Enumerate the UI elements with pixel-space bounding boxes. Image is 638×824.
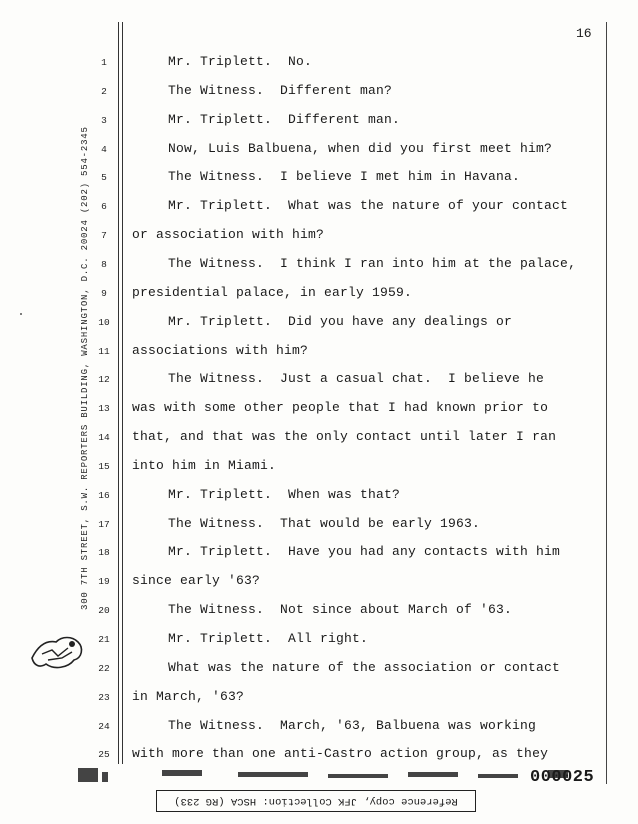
page-number: 16 [576,26,592,41]
transcript-line: Now, Luis Balbuena, when did you first meet him? [168,140,553,156]
transcript-line: Mr. Triplett. All right. [168,631,369,646]
transcript-line: or association with him? [132,227,325,243]
transcript-line: was with some other people that I had known prior to [132,400,549,416]
transcript-line: The Witness. March, '63, Balbuena was working [168,717,537,733]
line-number: 1 [101,57,107,68]
line-number: 16 [98,489,110,501]
line-number: 2 [101,85,107,97]
transcript-line: that, and that was the only contact until later I ran [132,429,557,445]
transcript-line: Mr. Triplett. Did you have any dealings or [168,313,513,329]
stamp-figure-icon [28,628,88,674]
transcript-line: presidential palace, in early 1959. [132,284,413,300]
line-number: 13 [98,403,110,415]
transcript-line: Mr. Triplett. Different man. [168,111,401,127]
line-number: 18 [98,547,110,559]
line-number: 25 [98,749,110,761]
transcript-line: associations with him? [132,342,309,358]
transcript-line: into him in Miami. [132,457,277,473]
line-number: 6 [101,201,107,213]
line-number: 17 [98,518,110,530]
transcript-line: with more than one anti-Castro action group, as they [132,746,549,762]
transcript-line: The Witness. I believe I met him in Havana. [168,169,521,185]
line-number: 14 [98,432,110,444]
transcript-line: The Witness. I think I ran into him at the palace, [168,255,577,271]
line-number: 3 [101,114,107,126]
transcript-line: The Witness. Different man? [168,82,393,98]
transcript-line: Mr. Triplett. What was the nature of your contact [168,198,569,214]
line-number: 7 [101,230,107,242]
line-number: 10 [98,316,110,328]
reference-label: Reference copy, JFK Collection: HSCA (RG 233) [156,790,476,812]
line-number: 11 [98,345,110,357]
left-margin-rule-inner [122,22,123,764]
line-number: 9 [101,287,107,299]
line-number: 4 [101,143,107,155]
line-number: 20 [98,605,110,617]
transcript-line: The Witness. That would be early 1963. [168,515,481,531]
transcript-line: What was the nature of the association or contact [168,659,561,675]
line-number: 22 [98,662,110,674]
line-number: 23 [98,691,110,703]
transcript-line: Mr. Triplett. No. [168,54,313,69]
transcript-line: Mr. Triplett. When was that? [168,486,401,502]
line-number: 12 [98,374,110,386]
transcript-line: Mr. Triplett. Have you had any contacts with him [168,544,561,560]
scan-dot [20,313,22,315]
line-number: 24 [98,720,110,732]
transcript-line: The Witness. Not since about March of '63. [168,602,513,618]
reporter-address: 300 7TH STREET, S.W. REPORTERS BUILDING, WASHINGTON, D.C. 20024 (202) 554-2345 [80,126,90,610]
right-margin-rule [606,22,607,784]
document-number: 000025 [530,768,595,787]
left-margin-rule [118,22,119,764]
line-number: 15 [98,460,110,472]
line-number: 21 [98,634,110,645]
transcript-line: in March, '63? [132,688,245,704]
transcript-line: The Witness. Just a casual chat. I believe he [168,371,545,387]
transcript-line: since early '63? [132,573,261,589]
line-number: 8 [101,258,107,270]
line-number: 19 [98,576,110,588]
line-number: 5 [101,172,107,184]
